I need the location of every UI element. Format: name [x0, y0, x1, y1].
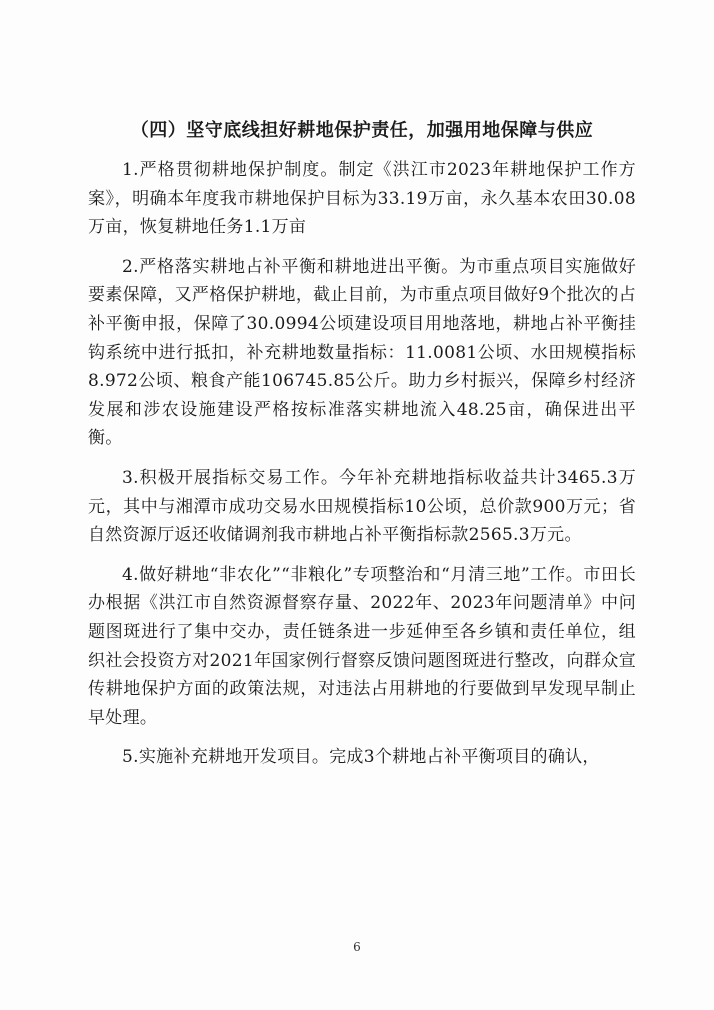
page-number: 6 — [353, 940, 361, 954]
paragraph-4: 4.做好耕地“非农化”“非粮化”专项整治和“月清三地”工作。市田长办根据《洪江市自然资源督察存量、2022年、2023年问题清单》中问题图斑进行了集中交办，责任链条进一步延伸至各乡镇和责任单位，组织社会投资方对2021年国家例行督察反馈问题图斑进行整改，向群众宣传耕地保护方面的政策法规，对违法占用耕地的行要做到早发现早制止早处理。 — [88, 564, 636, 728]
paragraph-1: 1.严格贯彻耕地保护制度。制定《洪江市2023年耕地保护工作方案》，明确本年度我市耕地保护目标为33.19万亩，永久基本农田30.08万亩，恢复耕地任务1.1万亩 — [88, 160, 636, 238]
paragraph-5: 5.实施补充耕地开发项目。完成3个耕地占补平衡项目的确认， — [122, 747, 600, 768]
section-heading: （四）坚守底线担好耕地保护责任，加强用地保障与供应 — [130, 120, 594, 141]
paragraph-3: 3.积极开展指标交易工作。今年补充耕地指标收益共计3465.3万元，其中与湘潭市成功交易水田规模指标10公顷，总价款900万元；省自然资源厅返还收储调剂我市耕地占补平衡指标款2565.3万元。 — [88, 467, 636, 546]
document-body — [88, 118, 636, 783]
paragraph-2: 2.严格落实耕地占补平衡和耕地进出平衡。为市重点项目实施做好要素保障，又严格保护耕地，截止目前，为市重点项目做好9个批次的占补平衡申报，保障了30.0994公顷建设项目用地落地，耕地占补平衡挂钩系统中进行抵扣，补充耕地数量指标：11.0081公顷、水田规模指标8.972公顷、粮食产能106745.85公斤。助力乡村振兴，保障乡村经济发展和涉农设施建设严格按标准落实耕地流入48.25亩，确保进出平衡。 — [88, 256, 636, 449]
